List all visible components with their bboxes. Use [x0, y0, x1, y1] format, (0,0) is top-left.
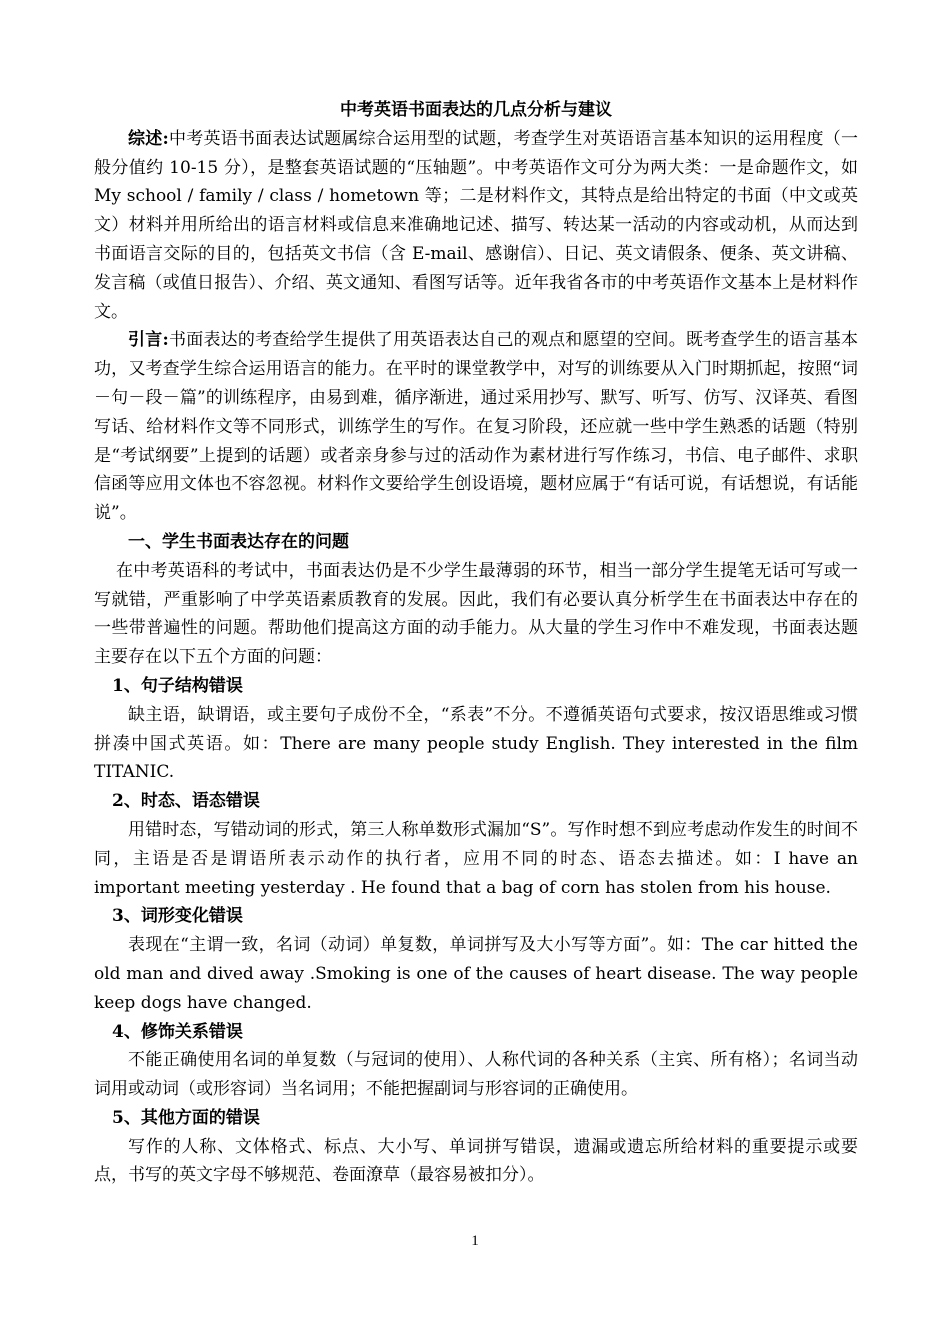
item-heading: 1、句子结构错误	[112, 675, 243, 696]
section-paragraph: 在中考英语科的考试中，书面表达仍是不少学生最薄弱的环节，相当一部分学生提笔无话可写或一写就错，严重影响了中学英语素质教育的发展。因此，我们有必要认真分析学生在书面表达中存在的一些带普遍性的问题。帮助他们提高这方面的动手能力。从大量的学生习作中不难发现，书面表达题主要存在以下五个方面的问题：	[94, 560, 858, 668]
item-paragraph: 不能正确使用名词的单复数（与冠词的使用）、人称代词的各种关系（主宾、所有格）；名词当动词用或动词（或形容词）当名词用；不能把握副词与形容词的正确使用。	[94, 1050, 858, 1100]
item-paragraph: 写作的人称、文体格式、标点、大小写、单词拼写错误，遗漏或遗忘所给材料的重要提示或要点，书写的英文字母不够规范、卷面潦草（最容易被扣分）。	[94, 1136, 858, 1186]
item-heading: 4、修饰关系错误	[112, 1021, 243, 1042]
document-title: 中考英语书面表达的几点分析与建议	[340, 100, 612, 120]
page-number: 1	[471, 1233, 479, 1249]
item-paragraph: 表现在“主谓一致，名词（动词）单复数，单词拼写及大小写等方面”。如：The car hitted the old man and dived away .Smoking is one of the causes of heart disease. The way people keep dogs have changed.	[94, 935, 858, 1013]
summary-text: 中考英语书面表达试题属综合运用型的试题，考查学生对英语语言基本知识的运用程度（一般分值约 10-15 分），是整套英语试题的“压轴题”。中考英语作文可分为两大类：一是命题作文，如 My school / family / class / hometown 等；二是材料作文，其特点是给出特定的书面（中文或英文）材料并用所给出的语言材料或信息来准确地记述、描写、转达某一活动的内容或动机，从而达到书面语言交际的目的，包括英文书信（含 E-mail、感谢信）、日记、英文请假条、便条、英文讲稿、发言稿（或值日报告）、介绍、英文通知、看图写话等。近年我省各市的中考英语作文基本上是材料作文。	[94, 128, 859, 322]
summary-lead: 综述:	[128, 128, 169, 149]
intro-paragraph	[94, 326, 858, 528]
item-paragraph: 用错时态，写错动词的形式，第三人称单数形式漏加“S”。写作时想不到应考虑动作发生的时间不同，主语是否是谓语所表示动作的执行者，应用不同的时态、语态去描述。如：I have an important meeting yesterday . He found that a bag of corn has stolen from his house.	[94, 819, 858, 898]
item-paragraph: 缺主语，缺谓语，或主要句子成份不全，“系表”不分。不遵循英语句式要求，按汉语思维或习惯拼凑中国式英语。如：There are many people study English. They interested in the film TITANIC.	[94, 704, 858, 783]
item-heading: 5、其他方面的错误	[112, 1107, 260, 1128]
item-heading: 3、词形变化错误	[112, 906, 243, 927]
intro-lead: 引言:	[128, 330, 169, 351]
document-body	[94, 96, 858, 1190]
item-heading: 2、时态、语态错误	[112, 791, 260, 812]
intro-text: 书面表达的考查给学生提供了用英语表达自己的观点和愿望的空间。既考查学生的语言基本功，又考查学生综合运用语言的能力。在平时的课堂教学中，对写的训练要从入门时期抓起，按照“词－句－段－篇”的训练程序，由易到难，循序渐进，通过采用抄写、默写、听写、仿写、汉译英、看图写话、给材料作文等不同形式，训练学生的写作。在复习阶段，还应就一些中学生熟悉的话题（特别是“考试纲要”上提到的话题）或者亲身参与过的活动作为素材进行写作练习，书信、电子邮件、求职信函等应用文体也不容忽视。材料作文要给学生创设语境，题材应属于“有话可说，有话想说，有话能说”。	[94, 330, 859, 524]
summary-paragraph	[94, 125, 858, 327]
section-heading: 一、学生书面表达存在的问题	[128, 531, 349, 552]
